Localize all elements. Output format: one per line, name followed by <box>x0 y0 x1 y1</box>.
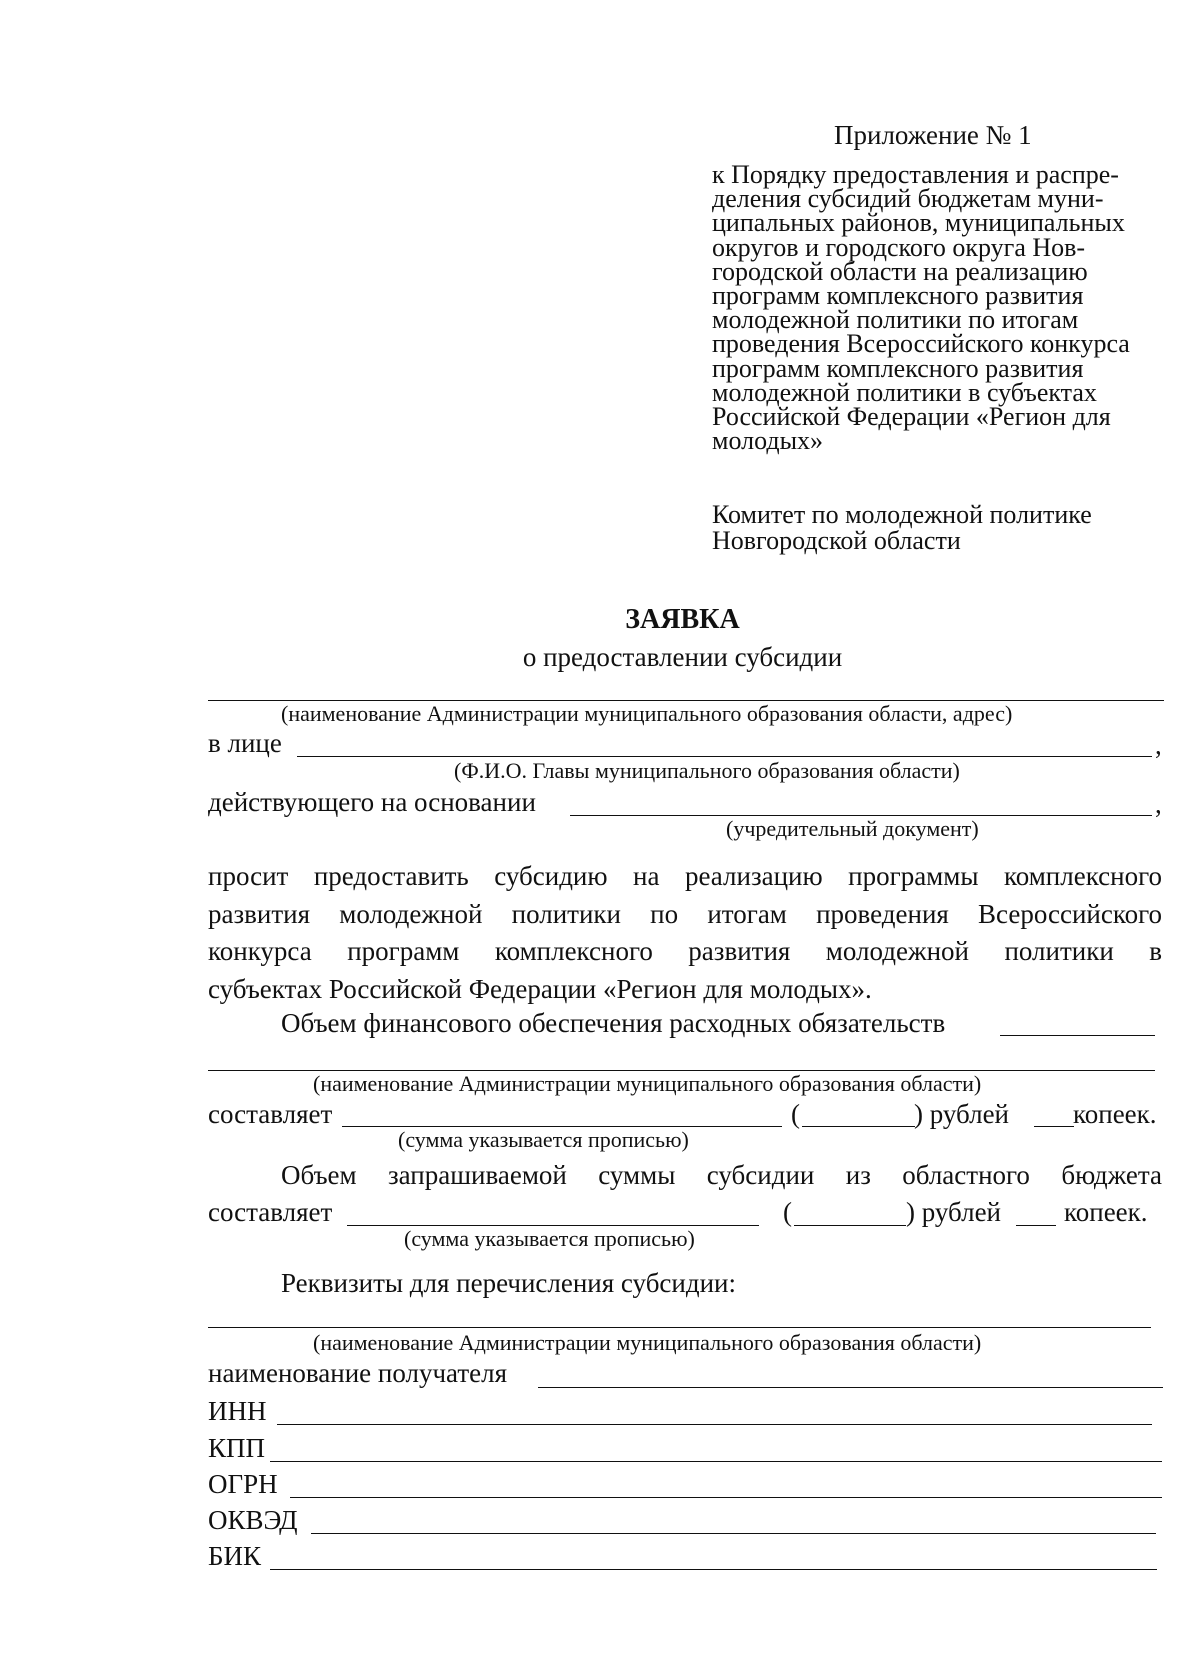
appendix-line: округов и городского округа Нов- <box>712 232 1086 262</box>
okved-field[interactable] <box>311 1533 1156 1534</box>
addressee-line: Новгородской области <box>712 526 961 555</box>
request-line: субъектах Российской Федерации «Регион для молодых». <box>208 973 872 1004</box>
appendix-line: ципальных районов, муниципальных <box>712 208 1125 238</box>
requested-sum-label: Объем запрашиваемой суммы субсидии из областного бюджета <box>281 1160 1162 1190</box>
document-subtitle: о предоставлении субсидии <box>522 642 843 672</box>
comma: , <box>1155 789 1162 819</box>
request-line: конкурса программ комплексного развития молодежной политики в <box>208 936 1162 966</box>
appendix-line: молодежной политики по итогам <box>712 305 1079 335</box>
bik-field[interactable] <box>270 1569 1157 1570</box>
comma: , <box>1155 730 1162 760</box>
addressee <box>712 502 1092 554</box>
appendix-line: молодежной политики в субъектах <box>712 377 1097 407</box>
recipient-label: наименование получателя <box>208 1358 508 1388</box>
finance-volume-label: Объем финансового обеспечения расходных обязательств <box>281 1008 946 1038</box>
in-person-label: в лице <box>208 728 282 758</box>
kopecks-label: копеек. <box>1073 1099 1157 1129</box>
rubles-label: ) рублей <box>914 1099 1010 1129</box>
basis-label: действующего на основании <box>208 787 536 817</box>
kpp-label: КПП <box>208 1433 266 1463</box>
appendix-line: программ комплексного развития <box>712 353 1084 383</box>
recipient-field[interactable] <box>538 1387 1163 1388</box>
head-name-field[interactable] <box>297 756 1152 757</box>
head-name-caption: (Ф.И.О. Главы муниципального образования области) <box>454 758 960 783</box>
subsidy-sum-digits-field[interactable] <box>794 1225 906 1226</box>
appendix-line: проведения Всероссийского конкурса <box>712 329 1130 359</box>
appendix-line: программ комплексного развития <box>712 281 1084 311</box>
finance-sum-digits-field[interactable] <box>802 1126 915 1127</box>
okved-label: ОКВЭД <box>208 1505 298 1535</box>
requisites-admin-field[interactable] <box>208 1327 1151 1328</box>
kpp-field[interactable] <box>270 1461 1162 1462</box>
sum-in-words-caption: (сумма указывается прописью) <box>398 1127 689 1152</box>
appendix-line: молодых» <box>712 426 824 456</box>
appendix-line: Российской Федерации «Регион для <box>712 402 1111 432</box>
ogrn-field[interactable] <box>290 1497 1162 1498</box>
bik-label: БИК <box>208 1541 262 1571</box>
ogrn-label: ОГРН <box>208 1469 278 1499</box>
open-paren: ( <box>783 1197 792 1227</box>
addressee-line: Комитет по молодежной политике <box>712 500 1092 529</box>
basis-document-caption: (учредительный документ) <box>726 816 979 841</box>
request-paragraph <box>208 858 1162 1008</box>
appendix-description <box>712 160 1182 456</box>
finance-admin-caption: (наименование Администрации муниципального образования области) <box>313 1071 982 1096</box>
appendix-line: к Порядку предоставления и распре- <box>712 160 1119 189</box>
rubles-label: ) рублей <box>906 1197 1002 1227</box>
document-title: ЗАЯВКА <box>625 604 740 635</box>
appendix-line: городской области на реализацию <box>712 256 1088 286</box>
appendix-line: деления субсидий бюджетам муни- <box>712 184 1104 214</box>
subsidy-kopecks-field[interactable] <box>1016 1225 1056 1226</box>
amounts-to-label: составляет <box>208 1099 333 1129</box>
inn-label: ИНН <box>208 1396 267 1426</box>
amounts-to-label: составляет <box>208 1197 333 1227</box>
appendix-title: Приложение № 1 <box>834 120 1032 150</box>
sum-in-words-caption: (сумма указывается прописью) <box>404 1226 695 1251</box>
finance-kopecks-field[interactable] <box>1034 1126 1074 1127</box>
applicant-name-caption: (наименование Администрации муниципального образования области, адрес) <box>281 701 1013 726</box>
kopecks-label: копеек. <box>1064 1197 1148 1227</box>
open-paren: ( <box>791 1099 800 1129</box>
inn-field[interactable] <box>277 1424 1152 1425</box>
finance-volume-field[interactable] <box>1000 1035 1155 1036</box>
requisites-admin-caption: (наименование Администрации муниципального образования области) <box>313 1330 982 1355</box>
requisites-heading: Реквизиты для перечисления субсидии: <box>281 1268 737 1298</box>
request-line: просит предоставить субсидию на реализацию программы комплексного <box>208 861 1162 891</box>
request-line: развития молодежной политики по итогам проведения Всероссийского <box>208 898 1162 929</box>
